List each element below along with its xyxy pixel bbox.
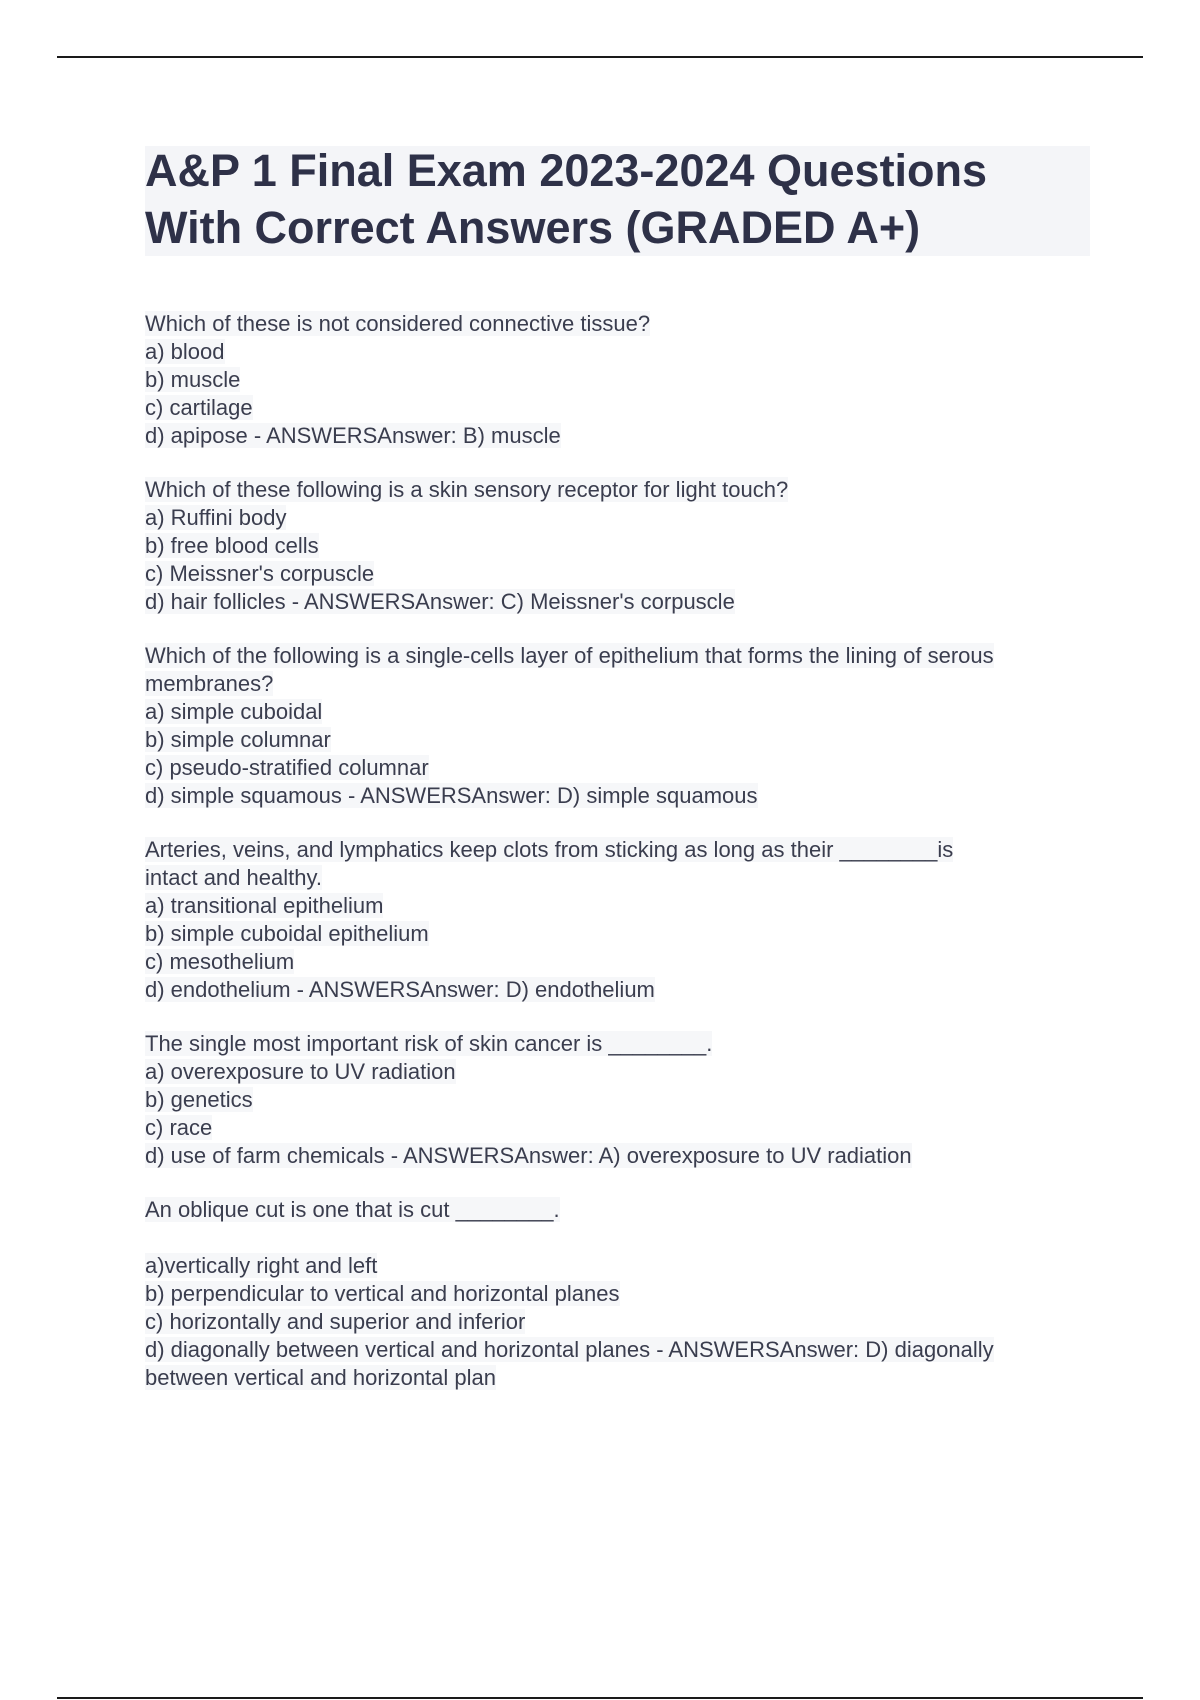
answer-option: b) perpendicular to vertical and horizontal planes [145, 1281, 620, 1306]
answer-option-with-answer: d) hair follicles - ANSWERSAnswer: C) Meissner's corpuscle [145, 589, 735, 614]
answer-option: a) transitional epithelium [145, 893, 384, 918]
answer-option: b) simple cuboidal epithelium [145, 921, 429, 946]
blank-line [145, 1224, 1090, 1252]
answer-option: a) Ruffini body [145, 505, 287, 530]
answer-option-with-answer: d) simple squamous - ANSWERSAnswer: D) simple squamous [145, 783, 758, 808]
top-rule [57, 56, 1143, 58]
question-block [145, 836, 1090, 1004]
question-text: membranes? [145, 671, 274, 696]
question-text: Which of these is not considered connective tissue? [145, 311, 651, 336]
page-title-line: A&P 1 Final Exam 2023-2024 Questions [145, 145, 988, 196]
page-title-line: With Correct Answers (GRADED A+) [145, 202, 921, 253]
question-block [145, 642, 1090, 810]
question-block [145, 1030, 1090, 1170]
answer-option: b) muscle [145, 367, 241, 392]
answer-option-with-answer: d) apipose - ANSWERSAnswer: B) muscle [145, 423, 561, 448]
question-text: An oblique cut is one that is cut ________. [145, 1197, 560, 1222]
question-text: intact and healthy. [145, 865, 322, 890]
answer-option: c) horizontally and superior and inferior [145, 1309, 526, 1334]
answer-option: c) race [145, 1115, 213, 1140]
page-title [145, 142, 1090, 256]
question-text: Which of the following is a single-cells layer of epithelium that forms the lining of serous [145, 643, 994, 668]
answer-option: a) overexposure to UV radiation [145, 1059, 456, 1084]
answer-option: c) Meissner's corpuscle [145, 561, 375, 586]
answer-option-with-answer: d) diagonally between vertical and horizontal planes - ANSWERSAnswer: D) diagonally [145, 1337, 994, 1362]
question-text: Which of these following is a skin sensory receptor for light touch? [145, 477, 789, 502]
question-block [145, 1196, 1090, 1392]
question-block [145, 476, 1090, 616]
answer-option: a) simple cuboidal [145, 699, 323, 724]
answer-option: c) pseudo-stratified columnar [145, 755, 429, 780]
answer-option-with-answer: between vertical and horizontal plan [145, 1365, 497, 1390]
answer-option-with-answer: d) use of farm chemicals - ANSWERSAnswer: A) overexposure to UV radiation [145, 1143, 912, 1168]
answer-option: b) free blood cells [145, 533, 319, 558]
answer-option: b) genetics [145, 1087, 253, 1112]
answer-option: a) blood [145, 339, 225, 364]
questions-list [145, 310, 1090, 1418]
question-text: Arteries, veins, and lymphatics keep clots from sticking as long as their ________is [145, 837, 954, 862]
answer-option: b) simple columnar [145, 727, 331, 752]
answer-option: c) mesothelium [145, 949, 295, 974]
question-block [145, 310, 1090, 450]
answer-option: c) cartilage [145, 395, 253, 420]
answer-option: a)vertically right and left [145, 1253, 378, 1278]
answer-option-with-answer: d) endothelium - ANSWERSAnswer: D) endothelium [145, 977, 655, 1002]
question-text: The single most important risk of skin cancer is ________. [145, 1031, 713, 1056]
bottom-rule [57, 1697, 1143, 1699]
